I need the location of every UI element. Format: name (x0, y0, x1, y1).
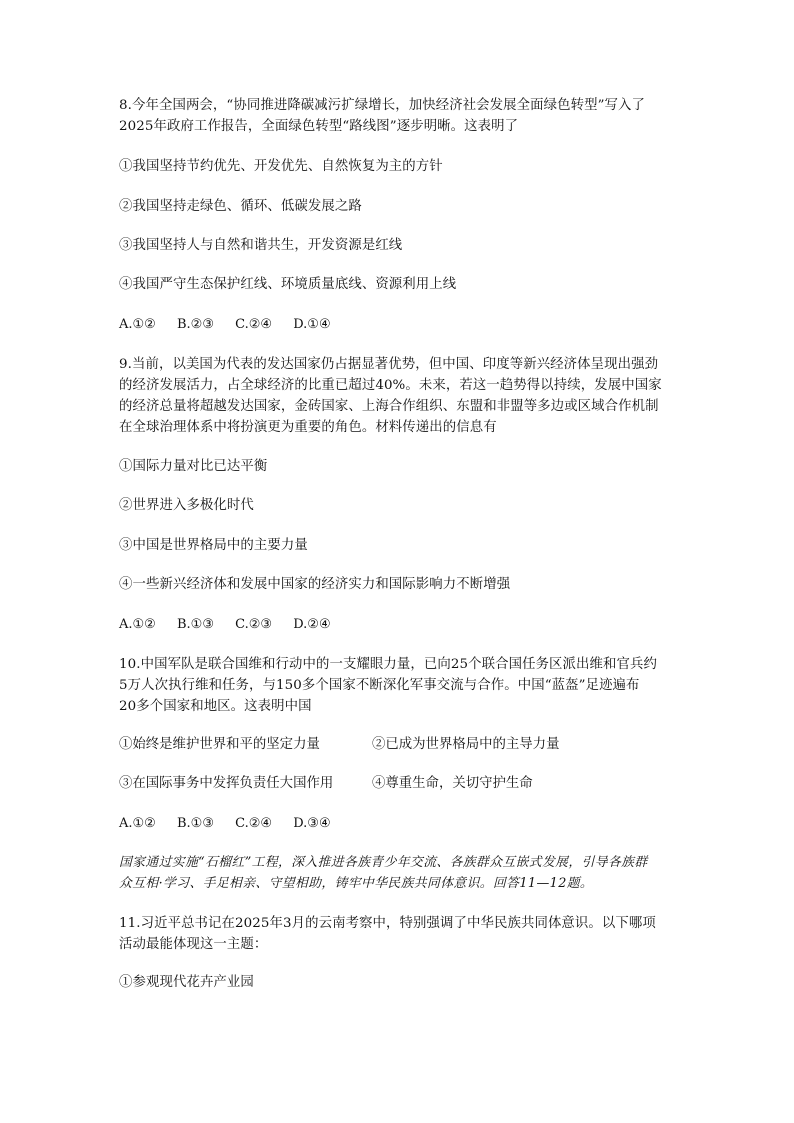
q9-option-1: ①国际力量对比已达平衡 (119, 459, 268, 474)
q8-choices (119, 315, 348, 335)
q10-option-4: ④尊重生命，关切守护生命 (372, 776, 533, 791)
q10-choice-a[interactable]: A.①② (119, 816, 156, 831)
q9-choice-c[interactable]: C.②③ (235, 617, 273, 632)
q11-stem-line-1: 11.习近平总书记在2025年3月的云南考察中，特别强调了中华民族共同体意识。以下哪项 (119, 916, 656, 931)
intro-line-1: 国家通过实施“石榴红”工程，深入推进各族青少年交流、各族群众互嵌式发展，引导各族群 (119, 855, 648, 870)
q8-option-1: ①我国坚持节约优先、开发优先、自然恢复为主的方针 (119, 159, 443, 174)
q10-choice-d[interactable]: D.③④ (293, 816, 331, 831)
q8-choice-d[interactable]: D.①④ (293, 317, 331, 332)
q8-choice-b[interactable]: B.②③ (176, 317, 214, 332)
q9-choice-b[interactable]: B.①③ (176, 617, 214, 632)
q10-choice-c[interactable]: C.②④ (235, 816, 273, 831)
q8-option-4: ④我国严守生态保护红线、环境质量底线、资源利用上线 (119, 277, 457, 292)
q10-stem-line-2: 5万人次执行维和任务，与150多个国家不断深化军事交流与合作。中国“蓝盔”足迹遍布 (119, 678, 640, 693)
q9-choice-a[interactable]: A.①② (119, 617, 156, 632)
q10-options-row-1 (119, 735, 560, 755)
q8-option-2: ②我国坚持走绿色、循环、低碳发展之路 (119, 199, 362, 214)
q9-option-4: ④一些新兴经济体和发展中国家的经济实力和国际影响力不断增强 (119, 577, 511, 592)
q8-stem-line-1: 8.今年全国两会，“协同推进降碳减污扩绿增长，加快经济社会发展全面绿色转型”写入了 (119, 98, 646, 113)
q10-options-row-2 (119, 774, 533, 794)
q9-choice-d[interactable]: D.②④ (293, 617, 331, 632)
q8-choice-a[interactable]: A.①② (119, 317, 156, 332)
q10-stem-line-1: 10.中国军队是联合国维和行动中的一支耀眼力量，已向25个联合国任务区派出维和官兵约 (119, 657, 657, 672)
q8-option-3: ③我国坚持人与自然和谐共生，开发资源是红线 (119, 238, 403, 253)
q8-stem-line-2: 2025年政府工作报告，全面绿色转型“路线图”逐步明晰。这表明了 (119, 119, 519, 134)
q9-choices (119, 615, 348, 635)
q9-stem-line-2: 的经济发展活力，占全球经济的比重已超过40%。未来，若这一趋势得以持续，发展中国家 (119, 378, 662, 393)
q9-stem-line-1: 9.当前，以美国为代表的发达国家仍占据显著优势，但中国、印度等新兴经济体呈现出强劲 (119, 357, 659, 372)
q10-choice-b[interactable]: B.①③ (176, 816, 214, 831)
q11-option-1: ①参观现代花卉产业园 (119, 975, 254, 990)
q11-stem-line-2: 活动最能体现这一主题： (119, 937, 268, 952)
q10-choices (119, 814, 348, 834)
q10-option-1: ①始终是维护世界和平的坚定力量 (119, 737, 320, 752)
q10-stem-line-3: 20多个国家和地区。这表明中国 (119, 699, 312, 714)
intro-line-2: 众互相·学习、手足相亲、守望相助，铸牢中华民族共同体意识。回答11—12题。 (119, 876, 594, 891)
q9-option-2: ②世界进入多极化时代 (119, 498, 254, 513)
q8-choice-c[interactable]: C.②④ (235, 317, 273, 332)
q9-stem-line-3: 的经济总量将超越发达国家，金砖国家、上海合作组织、东盟和非盟等多边或区域合作机制 (119, 399, 659, 414)
q10-option-2: ②已成为世界格局中的主导力量 (372, 737, 560, 752)
q9-stem-line-4: 在全球治理体系中将扮演更为重要的角色。材料传递出的信息有 (119, 420, 497, 435)
q10-option-3: ③在国际事务中发挥负责任大国作用 (119, 776, 334, 791)
q9-option-3: ③中国是世界格局中的主要力量 (119, 538, 308, 553)
